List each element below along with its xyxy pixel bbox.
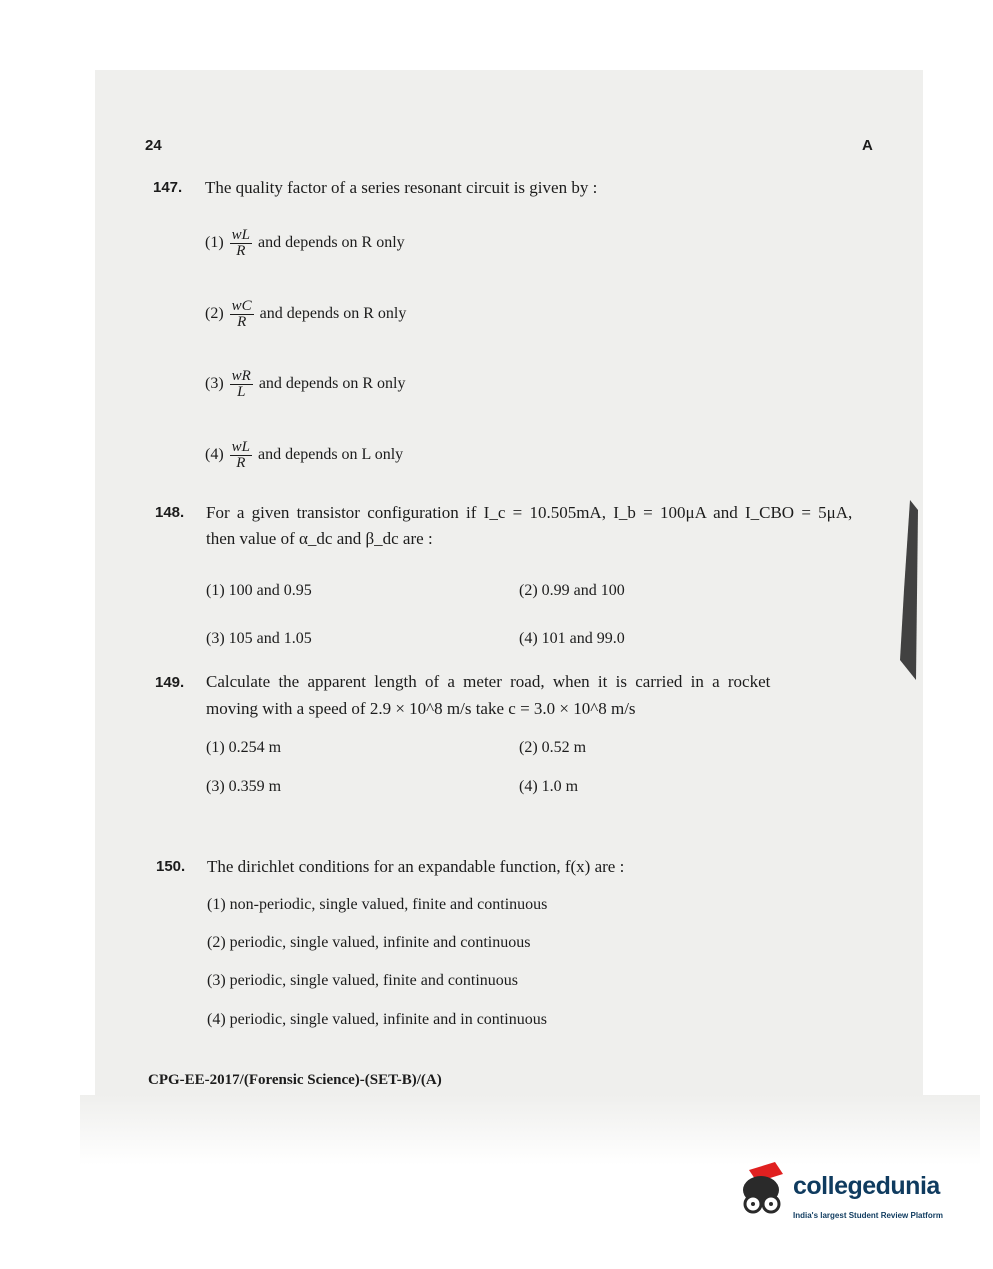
q148-option-3 xyxy=(206,630,312,648)
option-label: (2) xyxy=(519,582,538,599)
question-149-stem-line-1: Calculate the apparent length of a meter road, when it is carried in a rocket xyxy=(206,672,771,691)
option-label: (2) xyxy=(205,305,224,323)
option-text: 0.254 m xyxy=(228,739,282,756)
option-text: and depends on L only xyxy=(258,446,404,464)
option-text: and depends on R only xyxy=(258,375,406,393)
option-text: non-periodic, single valued, finite and continuous xyxy=(229,896,548,913)
page-footer-code: CPG-EE-2017/(Forensic Science)-(SET-B)/(A) xyxy=(148,1072,442,1088)
question-147-stem: The quality factor of a series resonant circuit is given by : xyxy=(205,178,598,197)
option-label: (4) xyxy=(207,1011,226,1028)
q149-option-2 xyxy=(519,739,586,757)
scan-bottom-edge xyxy=(80,1095,980,1165)
q150-option-3 xyxy=(207,972,518,990)
fraction-denominator: R xyxy=(236,455,246,471)
fraction-numerator: wC xyxy=(231,298,252,314)
option-label: (3) xyxy=(206,778,225,795)
option-label: (1) xyxy=(206,582,225,599)
option-text: 0.359 m xyxy=(228,778,282,795)
brand-tagline: India's largest Student Review Platform xyxy=(793,1211,943,1220)
option-label: (3) xyxy=(207,972,226,989)
fraction-denominator: R xyxy=(236,243,246,259)
fraction-numerator: wL xyxy=(231,439,251,455)
fraction xyxy=(230,228,252,259)
option-text: 105 and 1.05 xyxy=(228,630,312,647)
option-label: (1) xyxy=(206,739,225,756)
option-text: and depends on R only xyxy=(258,234,405,252)
q148-option-2 xyxy=(519,582,625,600)
q148-option-4 xyxy=(519,630,625,648)
question-149-stem-line-2: moving with a speed of 2.9 × 10^8 m/s take c = 3.0 × 10^8 m/s xyxy=(206,699,636,718)
question-148-stem-line-1: For a given transistor configuration if I_c = 10.505mA, I_b = 100μA and I_CBO = 5μA, xyxy=(206,503,853,522)
page-edge-shadow xyxy=(880,480,920,680)
q149-option-4 xyxy=(519,778,578,796)
option-label: (3) xyxy=(206,630,225,647)
fraction xyxy=(230,299,254,330)
q147-option-2 xyxy=(205,299,406,330)
q147-option-4 xyxy=(205,440,403,471)
option-label: (1) xyxy=(207,896,226,913)
fraction xyxy=(230,440,252,471)
fraction xyxy=(230,369,253,400)
question-150-stem: The dirichlet conditions for an expandable function, f(x) are : xyxy=(207,857,625,876)
option-text: periodic, single valued, infinite and continuous xyxy=(229,934,531,951)
option-label: (4) xyxy=(519,630,538,647)
question-number-147: 147. xyxy=(153,179,183,196)
option-label: (4) xyxy=(519,778,538,795)
option-text: and depends on R only xyxy=(259,305,407,323)
q147-option-1 xyxy=(205,228,405,259)
option-label: (2) xyxy=(519,739,538,756)
fraction-numerator: wL xyxy=(231,227,251,243)
question-number-148: 148. xyxy=(155,504,185,521)
option-text: periodic, single valued, finite and continuous xyxy=(229,972,519,989)
question-number-149: 149. xyxy=(155,674,185,691)
option-text: 0.99 and 100 xyxy=(541,582,625,599)
option-label: (3) xyxy=(205,375,224,393)
q148-option-1 xyxy=(206,582,312,600)
option-text: 101 and 99.0 xyxy=(541,630,625,647)
q150-option-2 xyxy=(207,934,530,952)
fraction-denominator: R xyxy=(237,314,247,330)
option-label: (1) xyxy=(205,234,224,252)
q150-option-4 xyxy=(207,1011,547,1029)
page-number: 24 xyxy=(145,137,162,154)
brand-name: collegedunia xyxy=(793,1172,940,1200)
option-text: 0.52 m xyxy=(541,739,587,756)
option-label: (4) xyxy=(205,446,224,464)
q150-option-1 xyxy=(207,896,547,914)
option-text: periodic, single valued, infinite and in continuous xyxy=(229,1011,547,1028)
q147-option-3 xyxy=(205,369,405,400)
q149-option-1 xyxy=(206,739,281,757)
option-label: (2) xyxy=(207,934,226,951)
option-text: 1.0 m xyxy=(541,778,579,795)
collegedunia-watermark xyxy=(735,1160,965,1230)
question-number-150: 150. xyxy=(156,858,186,875)
mascot-logo-icon xyxy=(735,1160,793,1222)
option-text: 100 and 0.95 xyxy=(228,582,312,599)
fraction-numerator: wR xyxy=(231,368,251,384)
q149-option-3 xyxy=(206,778,281,796)
fraction-denominator: L xyxy=(237,384,246,400)
question-148-stem-line-2: then value of α_dc and β_dc are : xyxy=(206,529,433,548)
set-label: A xyxy=(862,137,873,154)
